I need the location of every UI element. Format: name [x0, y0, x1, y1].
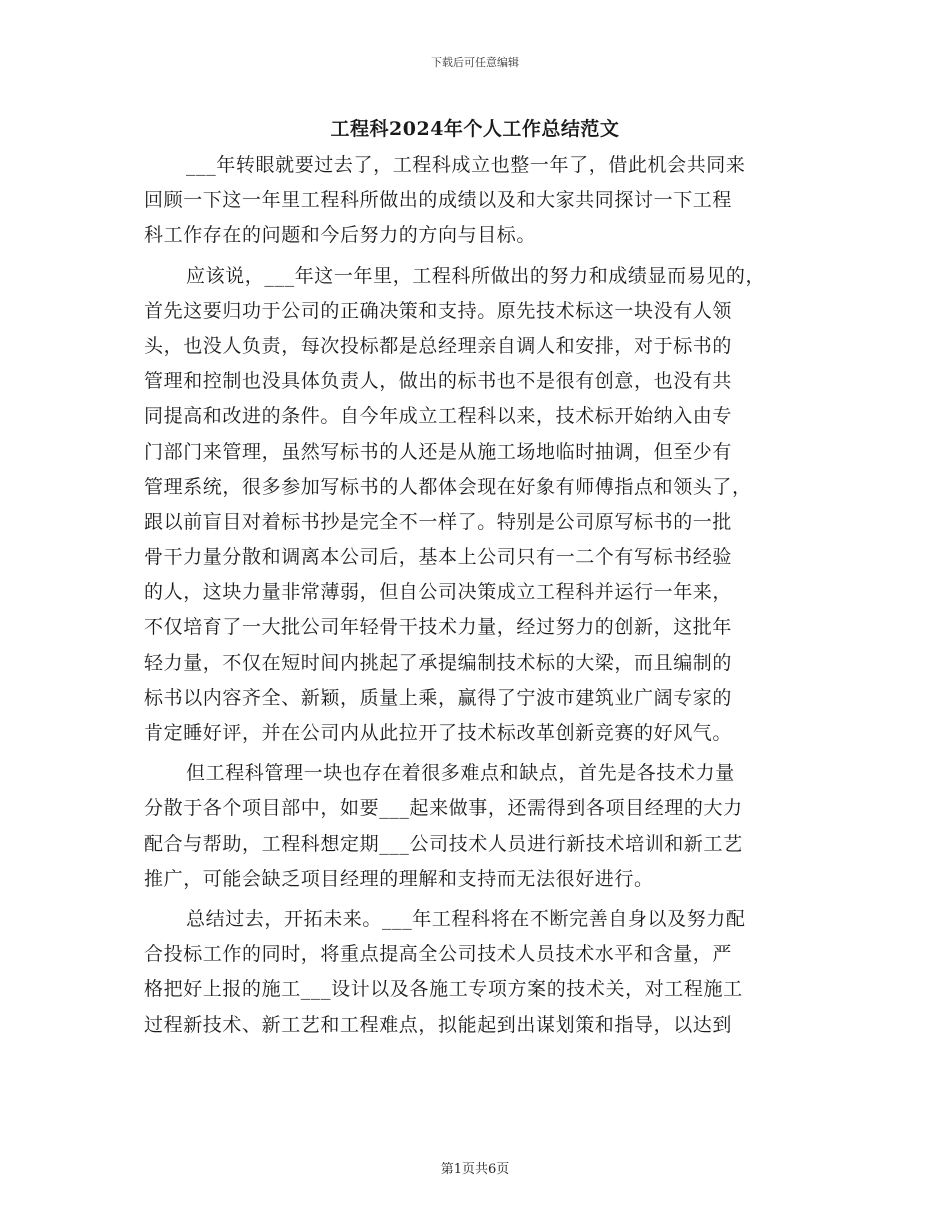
paragraph-line: 管理和控制也没具体负责人，做出的标书也不是很有创意，也没有共 [144, 370, 733, 393]
paragraph-line: 推广，可能会缺乏项目经理的理解和支持而无法很好进行。 [144, 867, 654, 890]
paragraph-line: 回顾一下这一年里工程科所做出的成绩以及和大家共同探讨一下工程 [144, 189, 733, 212]
paragraph-line: 但工程科管理一块也存在着很多难点和缺点，首先是各技术力量 [186, 762, 735, 785]
paragraph-line: 不仅培育了一大批公司年轻骨干技术力量，经过努力的创新，这批年 [144, 616, 733, 639]
paragraph-line: 科工作存在的问题和今后努力的方向与目标。 [144, 224, 537, 247]
paragraph-3 [144, 756, 824, 897]
paragraph-line: 分散于各个项目部中，如要___起来做事，还需得到各项目经理的大力 [144, 797, 743, 820]
paragraph-line: 管理系统，很多参加写标书的人都体会现在好象有师傅指点和领头了， [144, 475, 752, 498]
paragraph-line: 总结过去，开拓未来。___年工程科将在不断完善自身以及努力配 [186, 907, 746, 930]
document-title: 工程科2024年个人工作总结范文 [330, 118, 620, 140]
paragraph-1 [144, 148, 824, 254]
paragraph-line: 同提高和改进的条件。自今年成立工程科以来，技术标开始纳入由专 [144, 405, 733, 428]
page-number-footer: 第1页共6页 [440, 1162, 510, 1177]
paragraph-line: 格把好上报的施工___设计以及各施工专项方案的技术关，对工程施工 [144, 978, 743, 1001]
paragraph-line: 肯定睡好评，并在公司内从此拉开了技术标改革创新竞赛的好风气。 [144, 722, 733, 744]
paragraph-line: 跟以前盲目对着标书抄是完全不一样了。特别是公司原写标书的一批 [144, 510, 733, 533]
paragraph-line: 头，也没人负责，每次投标都是总经理亲自调人和安排，对于标书的 [144, 334, 733, 357]
paragraph-4 [144, 902, 824, 1043]
paragraph-line: 标书以内容齐全、新颖，质量上乘，赢得了宁波市建筑业广阔专家的 [144, 686, 733, 709]
paragraph-line: 过程新技术、新工艺和工程难点，拟能起到出谋划策和指导，以达到 [144, 1013, 733, 1036]
paragraph-line: 应该说，___年这一年里，工程科所做出的努力和成绩显而易见的， [186, 264, 766, 287]
paragraph-2 [144, 259, 824, 752]
paragraph-line: 的人，这块力量非常薄弱，但自公司决策成立工程科并运行一年来， [144, 581, 733, 604]
header-note: 下载后可任意编辑 [431, 56, 519, 69]
paragraph-line: ___年转眼就要过去了，工程科成立也整一年了，借此机会共同来 [186, 154, 746, 176]
paragraph-line: 骨干力量分散和调离本公司后，基本上公司只有一二个有写标书经验 [144, 546, 733, 569]
paragraph-line: 轻力量，不仅在短时间内挑起了承提编制技术标的大梁，而且编制的 [144, 651, 733, 674]
paragraph-line: 配合与帮助，工程科想定期___公司技术人员进行新技术培训和新工艺 [144, 832, 743, 855]
paragraph-line: 首先这要归功于公司的正确决策和支持。原先技术标这一块没有人领 [144, 299, 733, 322]
document-body [144, 148, 824, 1043]
paragraph-line: 合投标工作的同时，将重点提高全公司技术人员技术水平和含量，严 [144, 943, 733, 966]
paragraph-line: 门部门来管理，虽然写标书的人还是从施工场地临时抽调，但至少有 [144, 440, 733, 463]
